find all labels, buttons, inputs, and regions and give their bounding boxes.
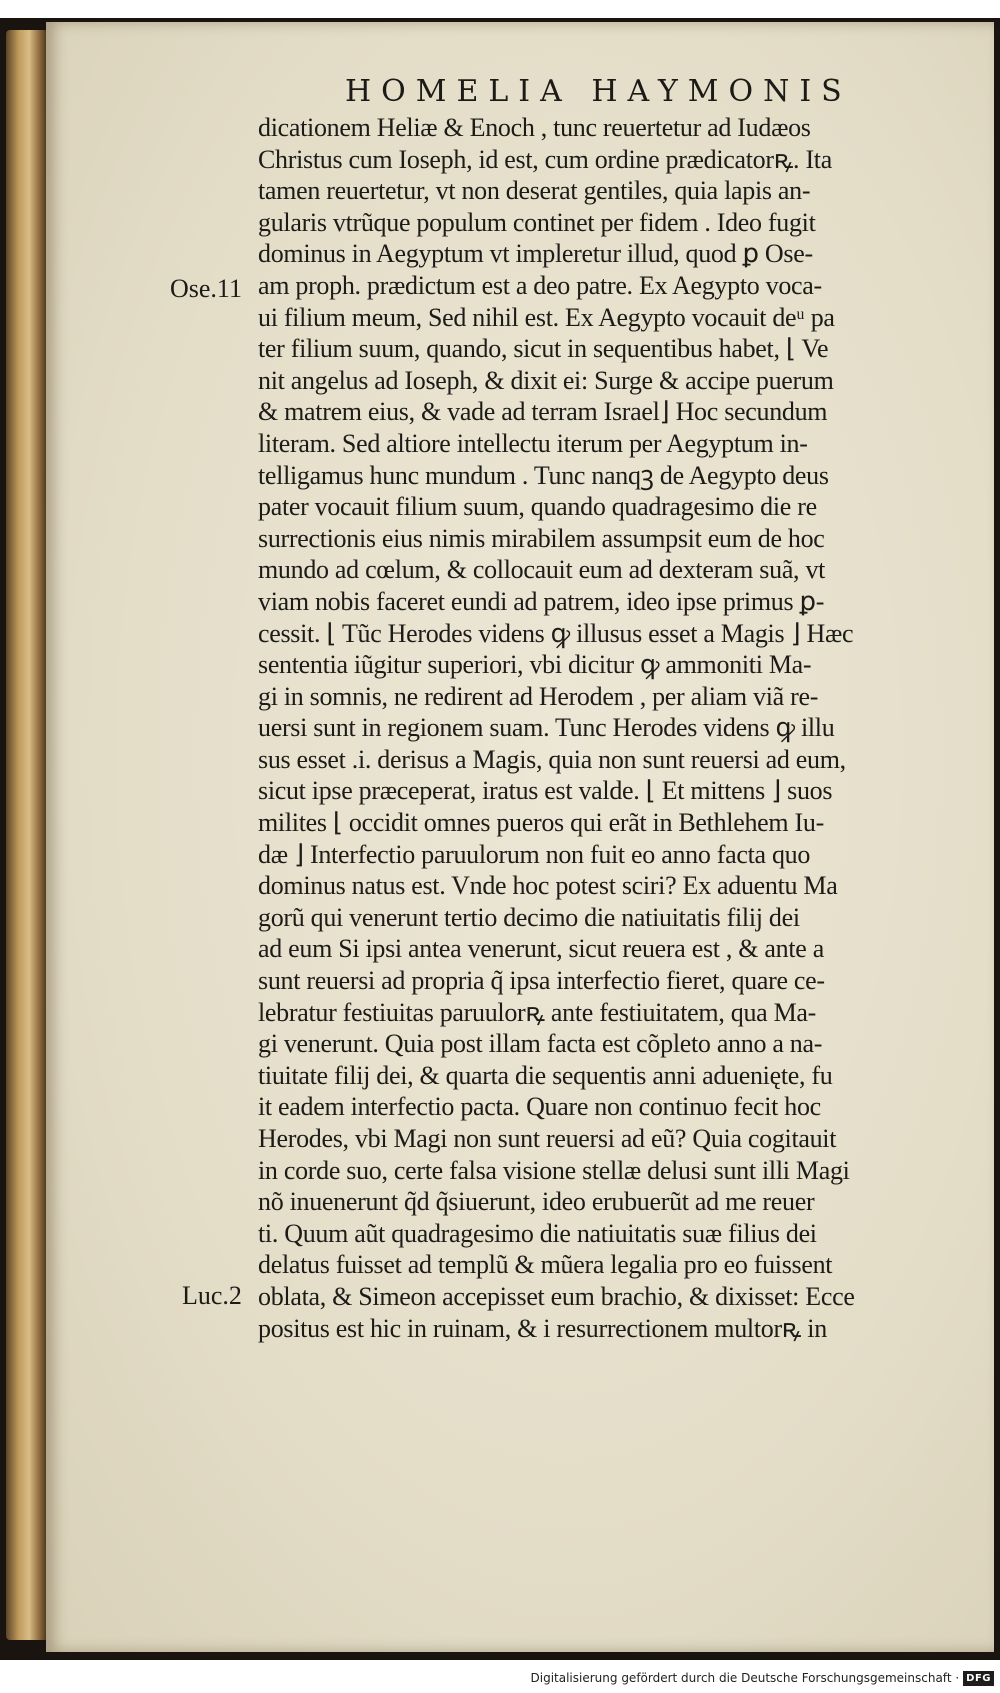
text-line: gorũ qui venerunt tertio decimo die natiuitatis filij dei [258, 902, 800, 932]
text-line: Herodes, vbi Magi non sunt reuersi ad eũ? Quia cogitauit [258, 1124, 837, 1153]
text-line: viam nobis faceret eundi ad patrem, ideo ipse primus ꝑ- [258, 586, 825, 616]
text-line: positus est hic in ruinam, & i resurrectionem multorꝶ in [258, 1313, 827, 1343]
text-line: ter filium suum, quando, sicut in sequentibus habet, ⌊ Ve [258, 334, 829, 364]
text-line: gi venerunt. Quia post illam facta est cõpleto anno a na- [258, 1029, 823, 1059]
text-line: pater vocauit filium suum, quando quadragesimo die re [258, 492, 817, 522]
page-edges [6, 30, 48, 1640]
text-line: it eadem interfectio pacta. Quare non continuo fecit hoc [258, 1092, 821, 1122]
text-line: mundo ad cœlum, & collocauit eum ad dexteram suã, vt [258, 555, 826, 585]
text-line: ui filium meum, Sed nihil est. Ex Aegypto vocauit deᵘ pa [258, 302, 835, 332]
text-line: sicut ipse præceperat, iratus est valde. ⌊ Et mittens ⌋ suos [258, 776, 833, 806]
text-line: ad eum Si ipsi antea venerunt, sicut reuera est , & ante a [258, 934, 824, 964]
text-line: tamen reuertetur, vt non deserat gentiles, quia lapis an- [258, 176, 811, 206]
text-line: dominus in Aegyptum vt impleretur illud, quod ꝑ Ose- [258, 239, 813, 269]
footer-credit: Digitalisierung gefördert durch die Deutsche Forschungsgemeinschaft · [530, 1671, 960, 1685]
text-line: in corde suo, certe falsa visione stellæ delusi sunt illi Magi [258, 1155, 850, 1185]
text-line: oblata, & Simeon accepisset eum brachio, & dixisset: Ecce [258, 1281, 855, 1311]
text-line: milites ⌊ occidit omnes pueros qui erãt in Bethlehem Iu- [258, 808, 824, 838]
digitization-footer [531, 1667, 994, 1689]
dfg-logo-icon: DFG [963, 1671, 994, 1686]
text-line: am proph. prædictum est a deo patre. Ex Aegypto voca- [258, 270, 822, 300]
text-line: nit angelus ad Ioseph, & dixit ei: Surge & accipe puerum [258, 365, 834, 395]
text-line: Christus cum Ioseph, id est, cum ordine prædicatorꝶ. Ita [258, 144, 832, 174]
text-line: telligamus hunc mundum . Tunc nanqꝫ de Aegypto deus [258, 460, 829, 490]
text-line: ti. Quum aũt quadragesimo die natiuitatis suæ filius dei [258, 1218, 817, 1248]
text-line: uersi sunt in regionem suam. Tunc Herodes videns ꝙ illu [258, 713, 835, 743]
margin-note-osee: Ose.11 [170, 274, 242, 303]
text-line: surrectionis eius nimis mirabilem assumpsit eum de hoc [258, 523, 825, 553]
text-line: & matrem eius, & vade ad terram Israel⌋ Hoc secundum [258, 397, 828, 427]
text-line: dicationem Heliæ & Enoch , tunc reuertetur ad Iudæos [258, 113, 811, 142]
text-line: literam. Sed altiore intellectu iterum per Aegyptum in- [258, 428, 808, 458]
text-line: gi in somnis, ne redirent ad Herodem , per aliam viã re- [258, 681, 819, 711]
text-line: dominus natus est. Vnde hoc potest sciri? Ex aduentu Ma [258, 871, 838, 901]
text-line: sententia iũgitur superiori, vbi dicitur ꝙ ammoniti Ma- [258, 650, 812, 680]
text-line: sunt reuersi ad propria q̃ ipsa interfectio fieret, quare ce- [258, 966, 825, 996]
text-line: delatus fuisset ad templũ & mũera legalia pro eo fuissent [258, 1250, 833, 1280]
body-text [258, 112, 970, 1344]
running-head: HOMELIA HAYMONIS [345, 74, 852, 109]
text-line: nõ inuenerunt q̃d q̃siuerunt, ideo erubuerũt ad me reuer [258, 1187, 815, 1217]
text-line: gularis vtrũque populum continet per fidem . Ideo fugit [258, 207, 816, 237]
margin-note-luc: Luc.2 [182, 1281, 242, 1310]
text-line: sus esset .i. derisus a Magis, quia non sunt reuersi ad eum, [258, 744, 846, 774]
text-line: lebratur festiuitas paruulorꝶ ante festiuitatem, qua Ma- [258, 997, 816, 1027]
text-line: dæ ⌋ Interfectio paruulorum non fuit eo anno facta quo [258, 839, 811, 869]
text-line: tiuitate filij dei, & quarta die sequentis anni aduenięte, fu [258, 1060, 833, 1090]
text-line: cessit. ⌊ Tũc Herodes videns ꝙ illusus esset a Magis ⌋ Hæc [258, 618, 854, 648]
